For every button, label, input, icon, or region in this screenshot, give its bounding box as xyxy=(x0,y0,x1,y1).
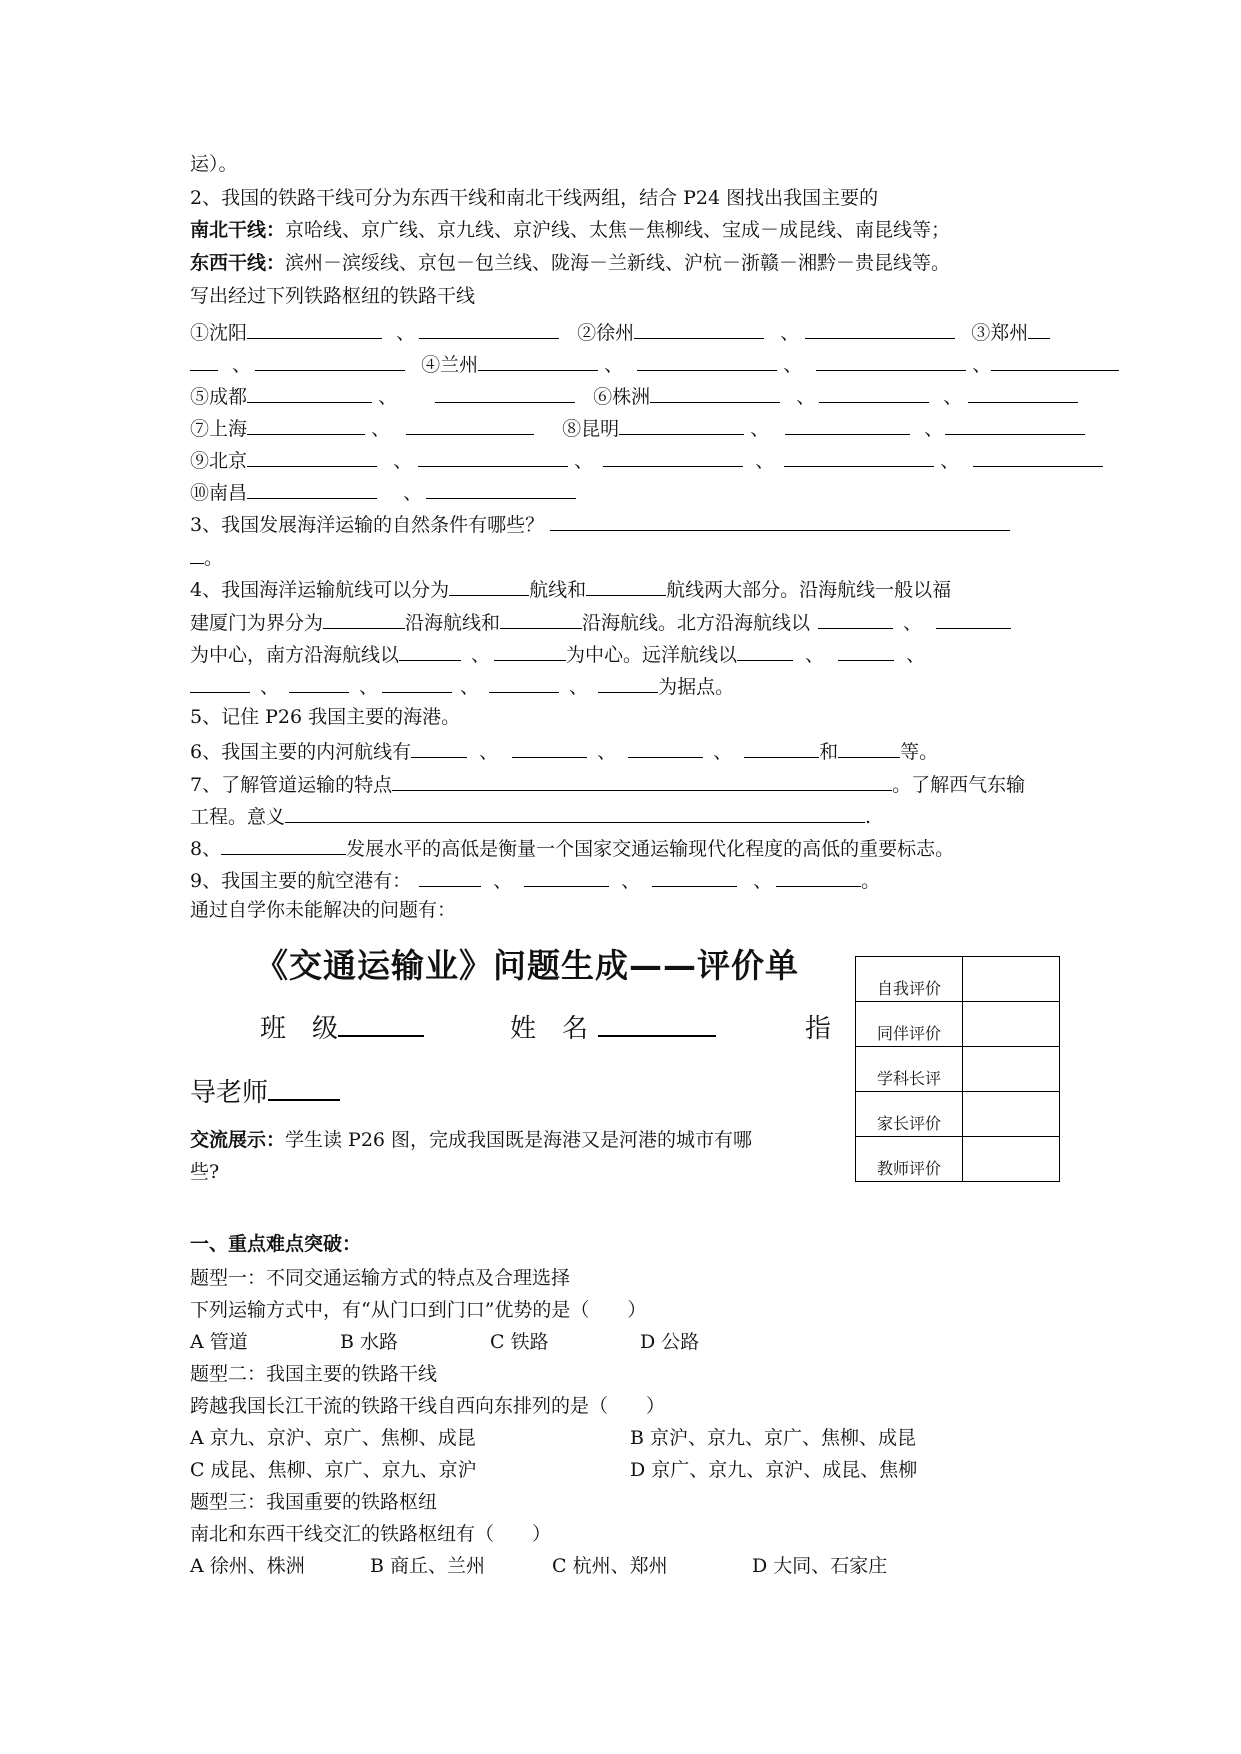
question-text: 发展水平的高低是衡量一个国家交通运输现代化程度的高低的重要标志。 xyxy=(346,838,955,860)
teacher-label-part2: 导老师 xyxy=(190,1078,269,1108)
blank[interactable] xyxy=(255,350,405,371)
type-3-options xyxy=(190,1554,887,1578)
blank[interactable] xyxy=(419,318,559,339)
question-text: 航线和 xyxy=(529,579,587,601)
blank[interactable] xyxy=(991,350,1119,371)
name-label: 姓 名 xyxy=(510,1014,589,1044)
blank[interactable] xyxy=(247,446,377,467)
hub-label: ⑦上海 xyxy=(190,418,248,440)
evaluation-table xyxy=(855,956,1060,1182)
table-cell-input[interactable] xyxy=(963,1137,1060,1182)
question-2: 2、我国的铁路干线可分为东西干线和南北干线两组，结合 P24 图找出我国主要的 xyxy=(190,187,879,209)
option-c[interactable]: C 铁路 xyxy=(490,1331,549,1353)
north-south-lines xyxy=(190,218,950,242)
table-row xyxy=(856,1092,1060,1137)
question-text: 为中心，南方沿海航线以 xyxy=(190,644,400,666)
type-1-options xyxy=(190,1330,790,1354)
blank[interactable] xyxy=(650,382,780,403)
blank[interactable] xyxy=(494,640,566,661)
table-row xyxy=(856,1137,1060,1182)
blank[interactable] xyxy=(399,640,461,661)
option-b[interactable]: B 商丘、兰州 xyxy=(370,1555,486,1577)
separator: 、 xyxy=(393,450,413,472)
separator: 、 xyxy=(604,354,624,376)
text-line: 运）。 xyxy=(190,153,238,175)
north-south-list: 京哈线、京广线、京九线、京沪线、太焦－焦柳线、宝成－成昆线、南昆线等； xyxy=(285,219,951,241)
class-label: 班 级 xyxy=(260,1014,339,1044)
option-a[interactable]: A 京九、京沪、京广、焦柳、成昆 xyxy=(190,1427,476,1449)
question-text: 和 xyxy=(819,741,839,763)
table-row xyxy=(856,1047,1060,1092)
question-text: 为中心。远洋航线以 xyxy=(566,644,738,666)
separator: 、 xyxy=(232,354,252,376)
question-text: 为据点。 xyxy=(658,676,735,698)
table-cell-input[interactable] xyxy=(963,1092,1060,1137)
blank[interactable] xyxy=(968,382,1078,403)
question-4-line2 xyxy=(190,608,1011,635)
self-study-question: 通过自学你未能解决的问题有： xyxy=(190,899,457,921)
separator: 、 xyxy=(396,322,416,344)
blank[interactable] xyxy=(816,350,966,371)
hub-label: ①沈阳 xyxy=(190,322,248,344)
class-field xyxy=(260,1008,424,1045)
table-cell: 学科长评 xyxy=(856,1047,963,1092)
punct: . xyxy=(865,806,872,828)
blank[interactable] xyxy=(818,608,893,629)
separator: 、 xyxy=(359,676,379,698)
blank[interactable] xyxy=(776,866,861,887)
blank[interactable] xyxy=(619,414,744,435)
blank[interactable] xyxy=(838,640,894,661)
blank[interactable] xyxy=(652,866,737,887)
table-row xyxy=(856,957,1060,1002)
blank[interactable] xyxy=(489,672,559,693)
separator: 、 xyxy=(943,386,963,408)
hub-label: ⑩南昌 xyxy=(190,482,248,504)
separator: 、 xyxy=(753,870,773,892)
question-text: 9、我国主要的航空港有： xyxy=(190,870,412,892)
question-text: 建厦门为界分为 xyxy=(190,612,324,634)
question-4 xyxy=(190,575,951,602)
separator: 、 xyxy=(493,870,513,892)
blank[interactable] xyxy=(478,350,598,371)
teacher-field xyxy=(190,1072,340,1109)
separator: 、 xyxy=(378,386,398,408)
separator: 、 xyxy=(903,612,923,634)
option-a[interactable]: A 徐州、株洲 xyxy=(190,1555,305,1577)
table-cell: 家长评价 xyxy=(856,1092,963,1137)
table-cell-input[interactable] xyxy=(963,1047,1060,1092)
question-text: 6、我国主要的内河航线有 xyxy=(190,741,412,763)
blank[interactable] xyxy=(221,834,346,855)
separator: 、 xyxy=(479,741,499,763)
table-cell-input[interactable] xyxy=(963,1002,1060,1047)
blank[interactable] xyxy=(190,672,250,693)
type-3-heading: 题型三：我国重要的铁路枢纽 xyxy=(190,1491,438,1513)
option-b[interactable]: B 京沪、京九、京广、焦柳、成昆 xyxy=(630,1427,917,1449)
blank[interactable] xyxy=(744,737,819,758)
teacher-label-part1: 指 xyxy=(805,1014,832,1044)
question-text: 沿海航线和 xyxy=(405,612,501,634)
separator: 、 xyxy=(713,741,733,763)
option-b[interactable]: B 水路 xyxy=(340,1331,399,1353)
question-text: 。了解西气东输 xyxy=(892,774,1026,796)
type-1-heading: 题型一：不同交通运输方式的特点及合理选择 xyxy=(190,1267,571,1289)
separator: 、 xyxy=(924,418,944,440)
exchange-text: 学生读 P26 图，完成我国既是海港又是河港的城市有哪 xyxy=(285,1129,753,1151)
exchange-display-cont: 些? xyxy=(190,1161,220,1183)
table-cell: 同伴评价 xyxy=(856,1002,963,1047)
separator: 、 xyxy=(940,450,960,472)
question-text: 3、我国发展海洋运输的自然条件有哪些？ xyxy=(190,514,545,536)
blank[interactable] xyxy=(289,672,349,693)
name-blank[interactable] xyxy=(598,1009,716,1037)
blank[interactable] xyxy=(784,446,934,467)
separator: 、 xyxy=(574,450,594,472)
blank[interactable] xyxy=(973,446,1103,467)
blank[interactable] xyxy=(247,478,377,499)
separator: 、 xyxy=(569,676,589,698)
separator: 、 xyxy=(460,676,480,698)
blank[interactable] xyxy=(411,737,467,758)
type-2-options-row2 xyxy=(190,1458,917,1482)
east-west-lines xyxy=(190,251,950,275)
type-1-question: 下列运输方式中，有“从门口到门口”优势的是（ ） xyxy=(190,1299,647,1321)
blank[interactable] xyxy=(323,608,405,629)
table-row xyxy=(856,1002,1060,1047)
blank[interactable] xyxy=(628,737,703,758)
blank[interactable] xyxy=(500,608,582,629)
blank[interactable] xyxy=(737,640,793,661)
question-4-line3 xyxy=(190,640,925,667)
separator: 、 xyxy=(755,450,775,472)
punct: 。 xyxy=(204,547,224,569)
blank[interactable] xyxy=(637,350,777,371)
hub-label: ②徐州 xyxy=(577,322,635,344)
blank[interactable] xyxy=(449,575,529,596)
hub-row xyxy=(190,318,1050,345)
name-field xyxy=(510,1008,716,1045)
separator: 、 xyxy=(805,644,825,666)
blank[interactable] xyxy=(247,318,382,339)
question-text: 工程。意义 xyxy=(190,806,286,828)
blank[interactable] xyxy=(247,382,372,403)
blank[interactable] xyxy=(382,672,452,693)
hub-row xyxy=(190,446,1103,473)
blank[interactable] xyxy=(634,318,764,339)
blank[interactable] xyxy=(805,318,955,339)
separator: 、 xyxy=(906,644,926,666)
blank[interactable] xyxy=(285,802,865,823)
eval-sheet-title: 《交通运输业》问题生成——评价单 xyxy=(255,946,799,985)
blank[interactable] xyxy=(418,446,568,467)
hub-label: ⑤成都 xyxy=(190,386,248,408)
separator: 、 xyxy=(783,354,803,376)
separator: 、 xyxy=(471,644,491,666)
hub-row xyxy=(190,414,1085,441)
question-text: 7、了解管道运输的特点 xyxy=(190,774,393,796)
blank[interactable] xyxy=(247,414,365,435)
question-text: 沿海航线。北方沿海航线以 xyxy=(582,612,811,634)
blank[interactable] xyxy=(406,414,534,435)
blank[interactable] xyxy=(419,866,481,887)
question-5: 5、记住 P26 我国主要的海港。 xyxy=(190,706,461,728)
question-9 xyxy=(190,866,880,893)
table-cell: 教师评价 xyxy=(856,1137,963,1182)
question-4-line4 xyxy=(190,672,734,699)
blank[interactable] xyxy=(435,382,575,403)
blank[interactable] xyxy=(392,770,892,791)
separator: 、 xyxy=(750,418,770,440)
teacher-blank[interactable] xyxy=(268,1073,340,1101)
hub-row xyxy=(190,382,1078,409)
hub-label: ⑥株洲 xyxy=(593,386,651,408)
option-c[interactable]: C 杭州、郑州 xyxy=(552,1555,668,1577)
section-heading: 一、重点难点突破： xyxy=(190,1233,362,1255)
blank[interactable] xyxy=(550,510,1010,531)
question-7-cont xyxy=(190,802,871,829)
separator: 、 xyxy=(796,386,816,408)
separator: 、 xyxy=(621,870,641,892)
question-3-cont xyxy=(190,543,223,570)
east-west-list: 滨州－滨绥线、京包－包兰线、陇海－兰新线、沪杭－浙赣－湘黔－贵昆线等。 xyxy=(285,252,951,274)
class-blank[interactable] xyxy=(338,1009,424,1037)
type-3-question: 南北和东西干线交汇的铁路枢纽有（ ） xyxy=(190,1523,552,1545)
blank[interactable] xyxy=(936,608,1011,629)
separator: 、 xyxy=(780,322,800,344)
option-a[interactable]: A 管道 xyxy=(190,1331,248,1353)
option-d[interactable]: D 公路 xyxy=(640,1331,700,1353)
hub-label: ③郑州 xyxy=(971,322,1029,344)
separator: 、 xyxy=(260,676,280,698)
question-text: 4、我国海洋运输航线可以分为 xyxy=(190,579,450,601)
exchange-label: 交流展示： xyxy=(190,1129,286,1151)
question-text: 航线两大部分。沿海航线一般以福 xyxy=(666,579,952,601)
blank[interactable] xyxy=(524,866,609,887)
hub-label: ④兰州 xyxy=(421,354,479,376)
table-cell: 自我评价 xyxy=(856,957,963,1002)
type-2-question: 跨越我国长江干流的铁路干线自西向东排列的是（ ） xyxy=(190,1395,666,1417)
blank[interactable] xyxy=(819,382,929,403)
question-6 xyxy=(190,737,938,764)
blank[interactable] xyxy=(945,414,1085,435)
option-c[interactable]: C 成昆、焦柳、京广、京九、京沪 xyxy=(190,1459,477,1481)
question-text: 8、 xyxy=(190,838,222,860)
option-d[interactable]: D 京广、京九、京沪、成昆、焦柳 xyxy=(630,1459,918,1481)
blank[interactable] xyxy=(586,575,666,596)
blank[interactable] xyxy=(785,414,910,435)
separator: 、 xyxy=(972,354,992,376)
table-cell-input[interactable] xyxy=(963,957,1060,1002)
question-3 xyxy=(190,510,1010,537)
blank[interactable] xyxy=(598,672,658,693)
hub-row xyxy=(190,478,576,505)
type-2-heading: 题型二：我国主要的铁路干线 xyxy=(190,1363,438,1385)
exchange-display xyxy=(190,1128,752,1152)
east-west-label: 东西干线： xyxy=(190,252,286,274)
blank[interactable] xyxy=(1028,318,1050,339)
hub-row xyxy=(190,350,1119,377)
question-8 xyxy=(190,834,954,861)
separator: 、 xyxy=(597,741,617,763)
north-south-label: 南北干线： xyxy=(190,219,286,241)
blank[interactable] xyxy=(426,478,576,499)
blank[interactable] xyxy=(190,350,218,371)
blank[interactable] xyxy=(838,737,900,758)
option-d[interactable]: D 大同、石家庄 xyxy=(752,1555,888,1577)
hub-label: ⑧昆明 xyxy=(562,418,620,440)
blank[interactable] xyxy=(512,737,587,758)
hub-instruction: 写出经过下列铁路枢纽的铁路干线 xyxy=(190,285,476,307)
question-7 xyxy=(190,770,1025,797)
punct: 。 xyxy=(861,870,881,892)
blank[interactable] xyxy=(603,446,743,467)
separator: 、 xyxy=(403,482,423,504)
blank[interactable] xyxy=(190,543,204,564)
separator: 、 xyxy=(371,418,391,440)
type-2-options-row1 xyxy=(190,1426,916,1450)
question-text: 等。 xyxy=(900,741,939,763)
hub-label: ⑨北京 xyxy=(190,450,248,472)
